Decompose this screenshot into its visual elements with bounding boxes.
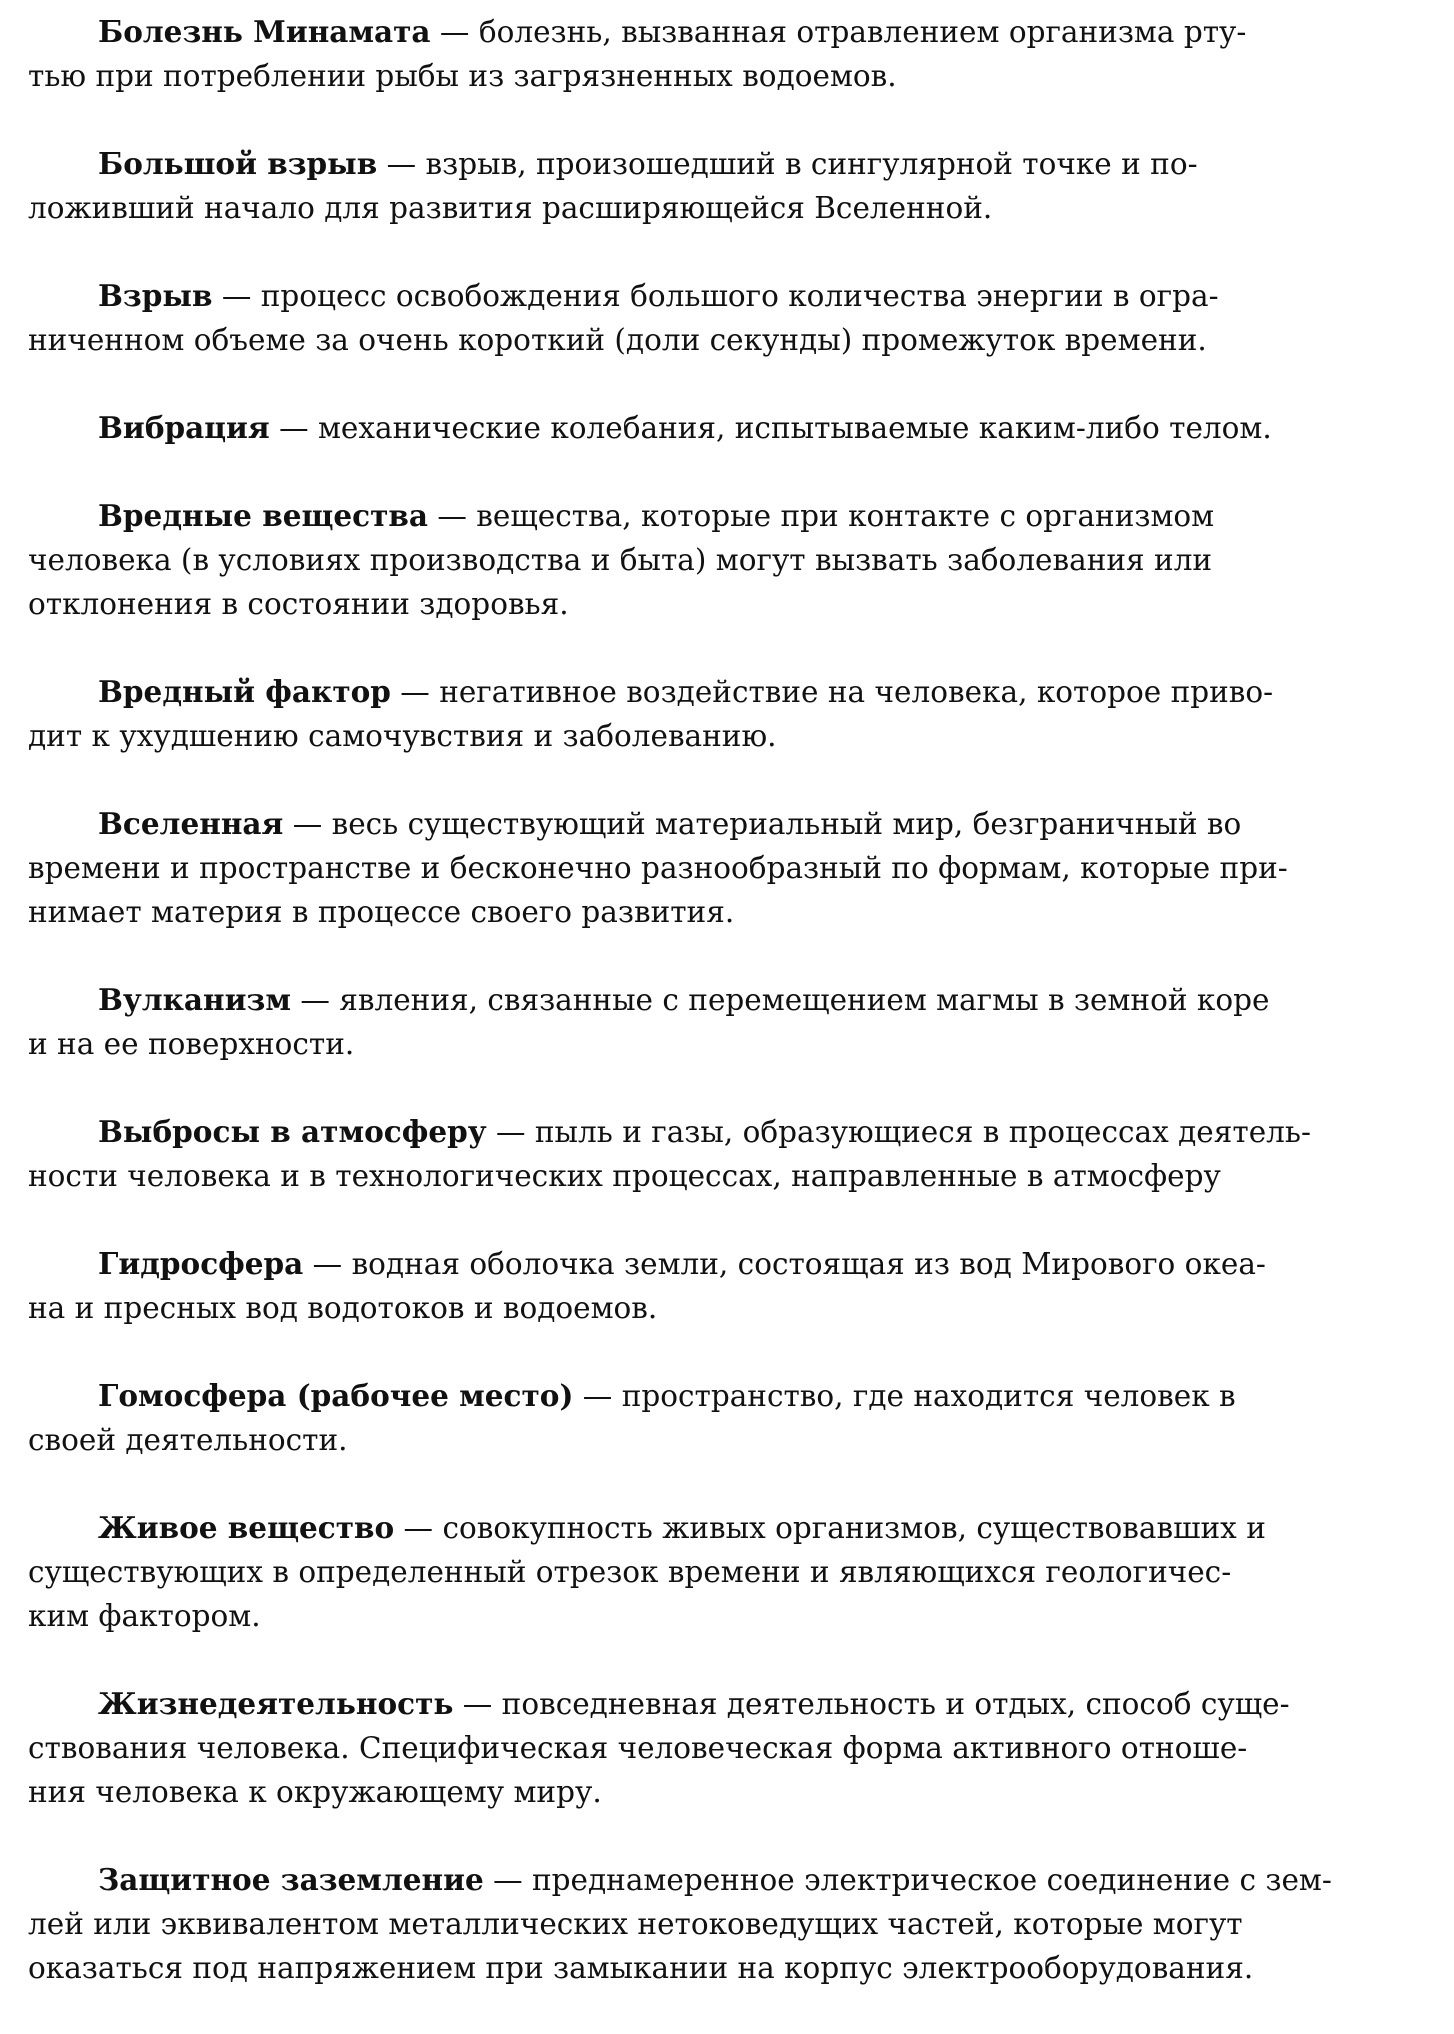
glossary-definition: взрыв, произошедший в сингулярной точке и по- ложивший начало для развития расширяющейся Вселенной. (28, 147, 1198, 225)
glossary-entry: Живое вещество — совокупность живых организмов, существовавших и существующих в определенный отрезок времени и являющихся геологичес- ким фактором. (28, 1510, 1266, 1633)
glossary-definition: совокупность живых организмов, существовавших и существующих в определенный отрезок времени и являющихся геологичес- ким фактором. (28, 1511, 1266, 1633)
glossary-definition: процесс освобождения большого количества энергии в огра- ниченном объеме за очень короткий (доли секунды) промежуток времени. (28, 279, 1219, 357)
glossary-term: Жизнедеятельность (98, 1686, 454, 1721)
glossary-entry: Вулканизм — явления, связанные с перемещением магмы в земной коре и на ее поверхности. (28, 982, 1270, 1061)
glossary-definition: водная оболочка земли, состоящая из вод Мирового океа- на и пресных вод водотоков и водоемов. (28, 1247, 1266, 1325)
glossary-page (28, 10, 1414, 2034)
glossary-term: Гомосфера (рабочее место) (98, 1378, 574, 1413)
glossary-entry: Большой взрыв — взрыв, произошедший в сингулярной точке и по- ложивший начало для развития расширяющейся Вселенной. (28, 146, 1198, 225)
glossary-entry: Вселенная — весь существующий материальный мир, безграничный во времени и пространстве и бесконечно разнообразный по формам, которые при- нимает материя в процессе своего развития. (28, 806, 1288, 929)
glossary-entry: Гомосфера (рабочее место) — пространство, где находится человек в своей деятельности. (28, 1378, 1236, 1457)
glossary-entry: Вредный фактор — негативное воздействие на человека, которое приво- дит к ухудшению самочувствия и заболеванию. (28, 674, 1274, 753)
glossary-entry: Защитное заземление — преднамеренное электрическое соединение с зем- лей или эквивалентом металлических нетоковедущих частей, которые могут оказаться под напряжением при замыкании на корпус электрооборудования. (28, 1862, 1332, 1985)
glossary-term: Вибрация (98, 410, 270, 445)
glossary-entry: Взрыв — процесс освобождения большого количества энергии в огра- ниченном объеме за очень короткий (доли секунды) промежуток времени. (28, 278, 1219, 357)
glossary-term: Вулканизм (98, 982, 291, 1017)
glossary-term: Болезнь Минамата (98, 14, 431, 49)
glossary-definition: весь существующий материальный мир, безграничный во времени и пространстве и бесконечно разнообразный по формам, которые при- нимает материя в процессе своего развития. (28, 807, 1288, 929)
glossary-term: Большой взрыв (98, 146, 378, 181)
glossary-definition: повседневная деятельность и отдых, способ суще- ствования человека. Специфическая человеческая форма активного отноше- ния человека к окружающему миру. (28, 1687, 1290, 1809)
glossary-entry: Вредные вещества — вещества, которые при контакте с организмом человека (в условиях производства и быта) могут вызвать заболевания или отклонения в состоянии здоровья. (28, 498, 1215, 621)
glossary-definition: пространство, где находится человек в своей деятельности. (28, 1379, 1236, 1457)
glossary-entry: Жизнедеятельность — повседневная деятельность и отдых, способ суще- ствования человека. Специфическая человеческая форма активного отноше- ния человека к окружающему миру. (28, 1686, 1290, 1809)
glossary-term: Защитное заземление (98, 1862, 484, 1897)
glossary-entry: Вибрация — механические колебания, испытываемые каким-либо телом. (98, 410, 1272, 445)
glossary-term: Вредный фактор (98, 674, 391, 709)
glossary-definition: явления, связанные с перемещением магмы в земной коре и на ее поверхности. (28, 983, 1270, 1061)
glossary-definition: механические колебания, испытываемые каким-либо телом. (317, 411, 1272, 445)
glossary-entry: Гидросфера — водная оболочка земли, состоящая из вод Мирового океа- на и пресных вод водотоков и водоемов. (28, 1246, 1266, 1325)
glossary-entry: Выбросы в атмосферу — пыль и газы, образующиеся в процессах деятель- ности человека и в технологических процессах, направленные в атмосферу (28, 1114, 1311, 1193)
glossary-definition: болезнь, вызванная отравлением организма рту- тью при потреблении рыбы из загрязненных водоемов. (28, 15, 1247, 93)
glossary-definition: пыль и газы, образующиеся в процессах деятель- ности человека и в технологических процессах, направленные в атмосферу (28, 1115, 1311, 1193)
glossary-term: Живое вещество (98, 1510, 395, 1545)
glossary-term: Выбросы в атмосферу (98, 1114, 487, 1149)
glossary-definition: негативное воздействие на человека, которое приво- дит к ухудшению самочувствия и заболеванию. (28, 675, 1274, 753)
glossary-entry: Болезнь Минамата — болезнь, вызванная отравлением организма рту- тью при потреблении рыбы из загрязненных водоемов. (28, 14, 1247, 93)
glossary-term: Гидросфера (98, 1246, 304, 1281)
glossary-term: Вредные вещества (98, 498, 429, 533)
glossary-term: Вселенная (98, 806, 284, 841)
glossary-definition: преднамеренное электрическое соединение с зем- лей или эквивалентом металлических нетоковедущих частей, которые могут оказаться под напряжением при замыкании на корпус электрооборудования. (28, 1863, 1332, 1985)
glossary-definition: вещества, которые при контакте с организмом человека (в условиях производства и быта) могут вызвать заболевания или отклонения в состоянии здоровья. (28, 499, 1215, 621)
glossary-term: Взрыв (98, 278, 213, 313)
